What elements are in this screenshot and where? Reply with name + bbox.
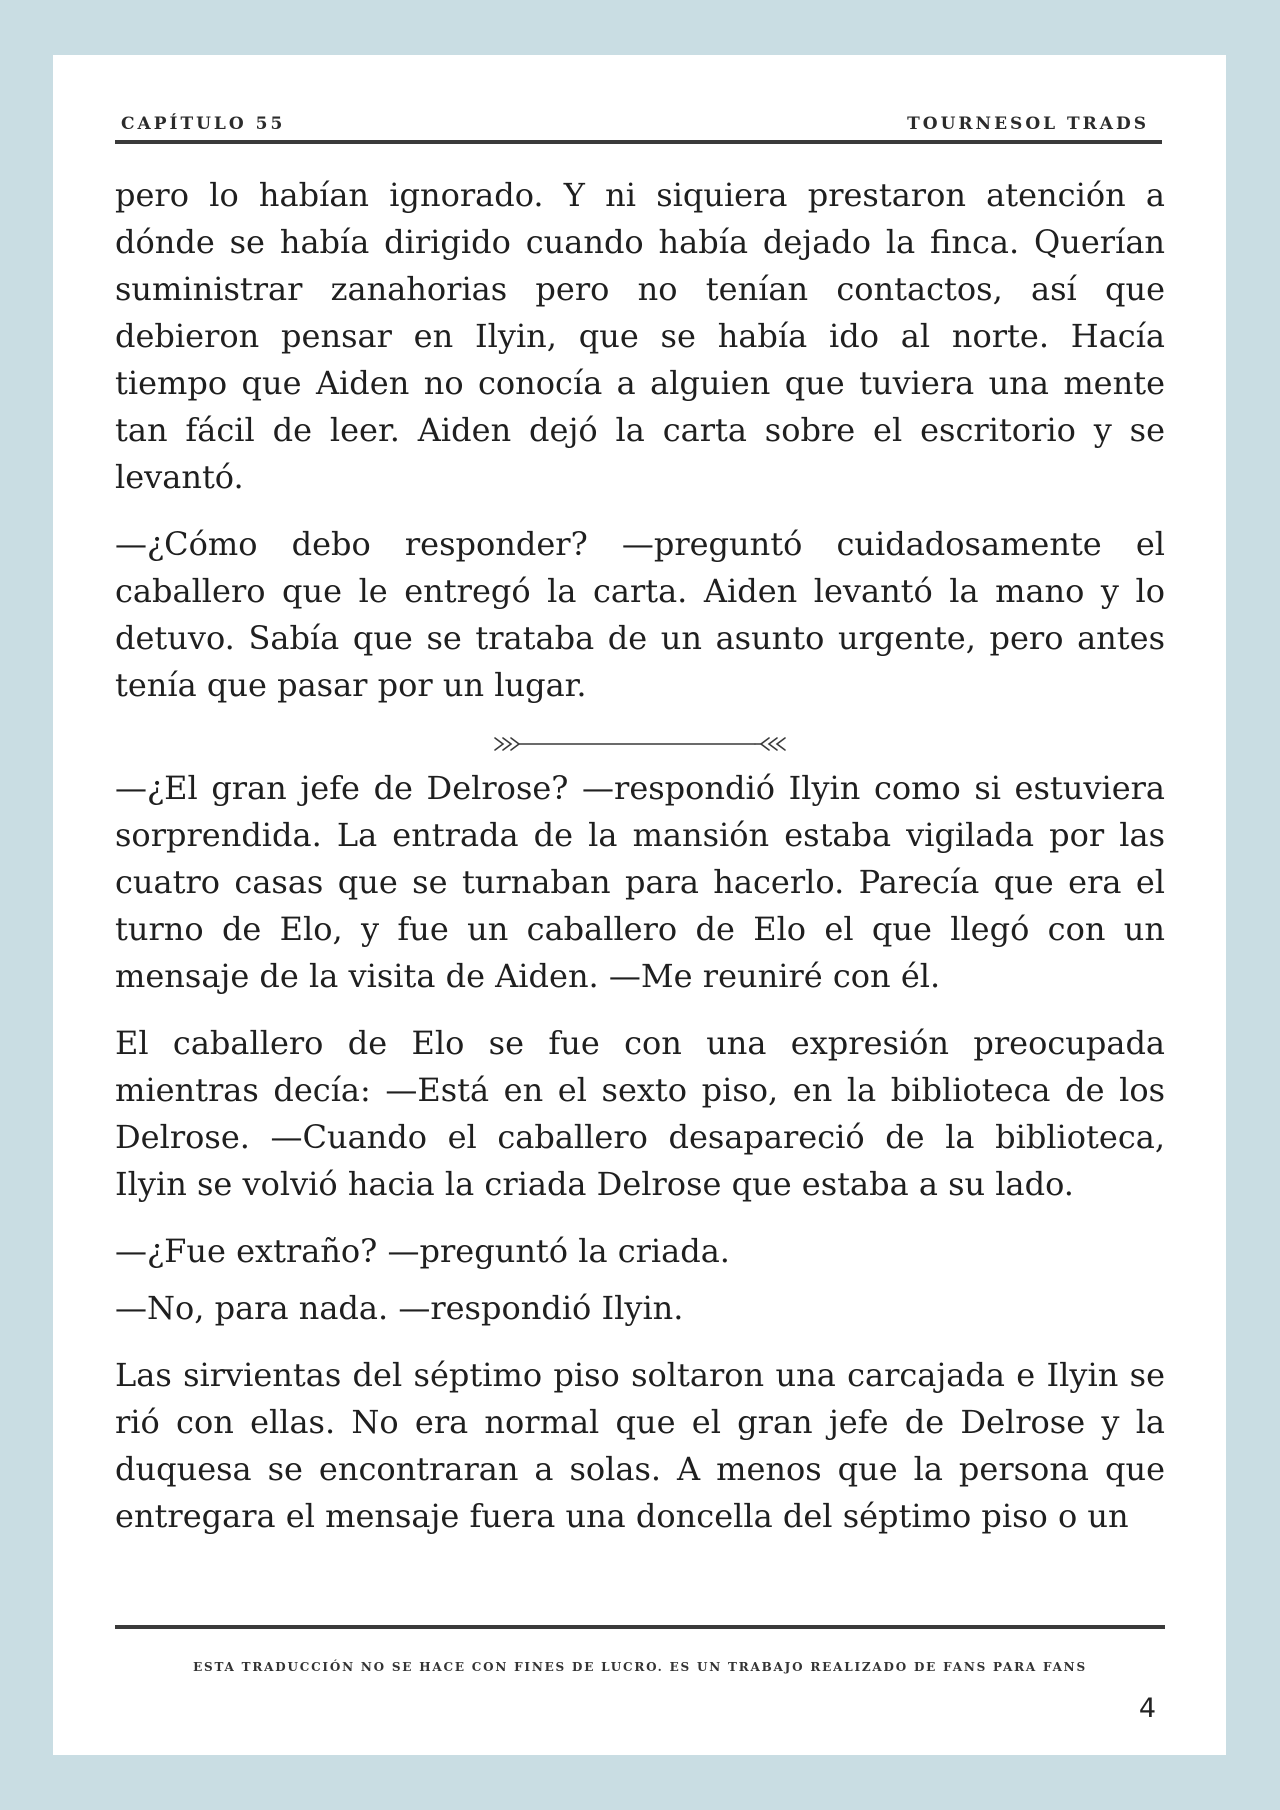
- arrow-divider-icon: [115, 725, 1165, 763]
- footer-disclaimer: ESTA TRADUCCIÓN NO SE HACE CON FINES DE LUCRO. ES UN TRABAJO REALIZADO DE FANS PARA FANS: [193, 1660, 1087, 1674]
- page-body: [115, 172, 1165, 1560]
- paragraph: El caballero de Elo se fue con una expresión preocupada mientras decía: —Está en el sexto piso, en la biblioteca de los Delrose. —Cuando el caballero desapareció de la biblioteca, Ilyin se volvió hacia la criada Delrose que estaba a su lado.: [115, 1024, 1165, 1203]
- footer-rule: [115, 1625, 1165, 1629]
- paragraph: pero lo habían ignorado. Y ni siquiera prestaron atención a dónde se había dirigido cuando había dejado la finca. Querían suministrar zanahorias pero no tenían contactos, así que debieron pensar en Ilyin, que se había ido al norte. Hacía tiempo que Aiden no conocía a alguien que tuviera una mente tan fácil de leer. Aiden dejó la carta sobre el escritorio y se levantó.: [115, 176, 1165, 496]
- paragraph: —No, para nada. —respondió Ilyin.: [115, 1289, 684, 1327]
- translation-group-name: TOURNESOL TRADS: [907, 114, 1149, 134]
- chapter-title: CAPÍTULO 55: [121, 114, 286, 134]
- page-number: 4: [1138, 1693, 1156, 1724]
- paragraph: —¿Cómo debo responder? —preguntó cuidadosamente el caballero que le entregó la carta. Aiden levantó la mano y lo detuvo. Sabía que se trataba de un asunto urgente, pero antes tenía que pasar por un lugar.: [115, 525, 1165, 704]
- header-rule: [115, 140, 1162, 144]
- paragraph: —¿Fue extraño? —preguntó la criada.: [115, 1232, 730, 1270]
- paragraph: Las sirvientas del séptimo piso soltaron una carcajada e Ilyin se rió con ellas. No era normal que el gran jefe de Delrose y la duquesa se encontraran a solas. A menos que la persona que entregara el mensaje fuera una doncella del séptimo piso o un: [115, 1356, 1165, 1535]
- document-page: [53, 55, 1226, 1755]
- page-header: [119, 104, 1161, 134]
- paragraph: —¿El gran jefe de Delrose? —respondió Ilyin como si estuviera sorprendida. La entrada de la mansión estaba vigilada por las cuatro casas que se turnaban para hacerlo. Parecía que era el turno de Elo, y fue un caballero de Elo el que llegó con un mensaje de la visita de Aiden. —Me reuniré con él.: [115, 769, 1165, 995]
